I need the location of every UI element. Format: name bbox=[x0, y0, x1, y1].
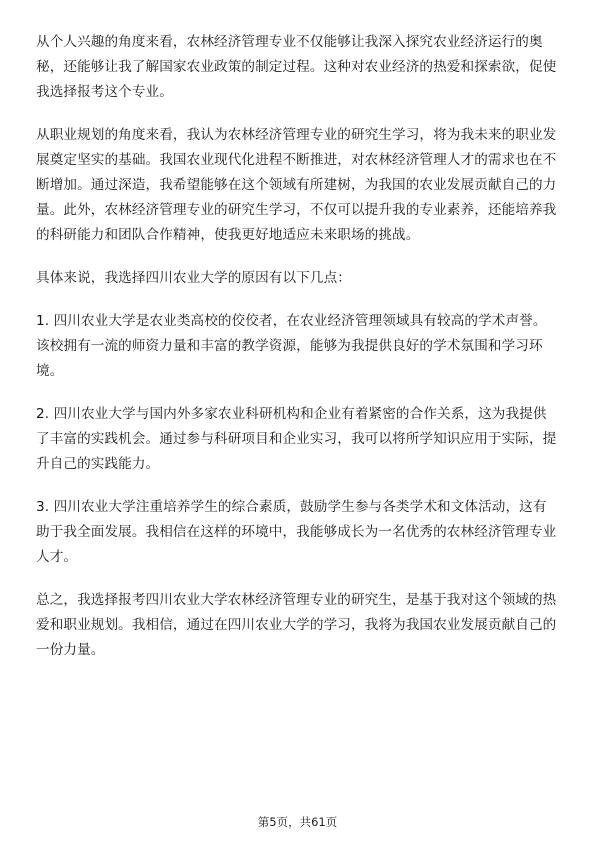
paragraph-reason-2: 2. 四川农业大学与国内外多家农业科研机构和企业有着紧密的合作关系，这为我提供了丰富的实践机会。通过参与科研项目和企业实习，我可以将所学知识应用于实际，提升自己的实践能力。 bbox=[36, 406, 557, 472]
document-body bbox=[36, 30, 558, 681]
paragraph-reason-1: 1. 四川农业大学是农业类高校的佼佼者，在农业经济管理领域具有较高的学术声誉。该校拥有一流的师资力量和丰富的教学资源，能够为我提供良好的学术氛围和学习环境。 bbox=[36, 313, 547, 379]
page-number-footer: 第5页，共61页 bbox=[257, 815, 338, 829]
paragraph-personal-interest: 从个人兴趣的角度来看，农林经济管理专业不仅能够让我深入探究农业经济运行的奥秘，还能够让我了解国家农业政策的制定过程。这种对农业经济的热爱和探索欲，促使我选择报考这个专业。 bbox=[36, 34, 557, 100]
paragraph-reason-3: 3. 四川农业大学注重培养学生的综合素质，鼓励学生参与各类学术和文体活动，这有助于我全面发展。我相信在这样的环境中，我能够成长为一名优秀的农林经济管理专业人才。 bbox=[36, 499, 557, 565]
paragraph-reasons-intro: 具体来说，我选择四川农业大学的原因有以下几点： bbox=[36, 270, 351, 286]
paragraph-career-planning: 从职业规划的角度来看，我认为农林经济管理专业的研究生学习，将为我未来的职业发展奠定坚实的基础。我国农业现代化进程不断推进，对农林经济管理人才的需求也在不断增加。通过深造，我希望能够在这个领域有所建树，为我国的农业发展贡献自己的力量。此外，农林经济管理专业的研究生学习，不仅可以提升我的专业素养，还能培养我的科研能力和团队合作精神，使我更好地适应未来职场的挑战。 bbox=[36, 127, 557, 243]
paragraph-conclusion: 总之，我选择报考四川农业大学农林经济管理专业的研究生，是基于我对这个领域的热爱和职业规划。我相信，通过在四川农业大学的学习，我将为我国农业发展贡献自己的一份力量。 bbox=[36, 592, 557, 658]
